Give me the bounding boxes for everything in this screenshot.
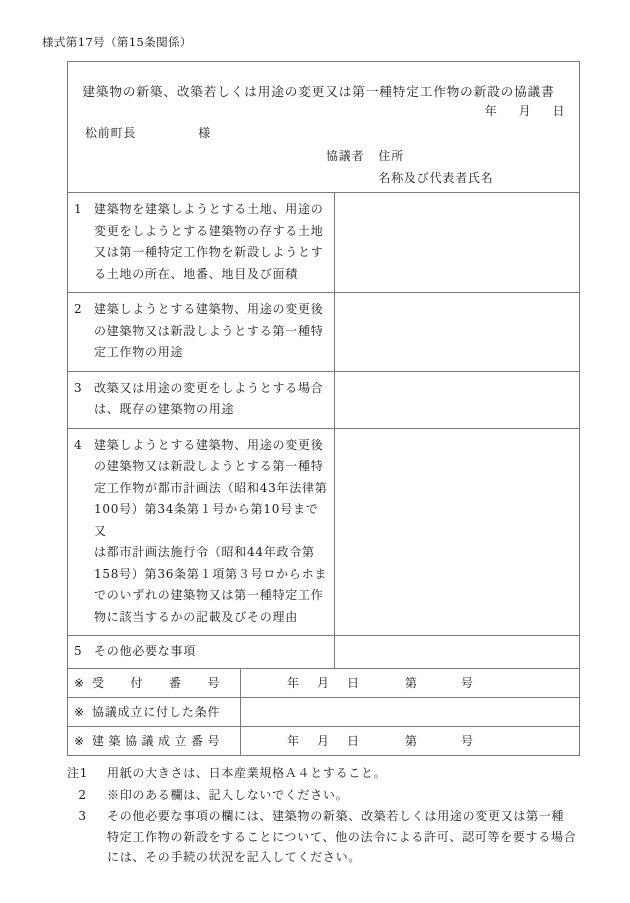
row-2-text	[94, 299, 330, 364]
official-row-3-input-cell[interactable]	[241, 727, 579, 755]
row-5-input-cell[interactable]	[335, 636, 579, 668]
row-3-text	[94, 378, 330, 421]
row-4-line-2: の建築物又は新設しようとする第一種特	[94, 459, 324, 473]
row-3-index: 3	[74, 380, 82, 395]
note-item	[67, 806, 587, 868]
row-1-input-cell[interactable]	[335, 193, 579, 292]
table-row	[68, 698, 579, 727]
receipt-month-label: 月	[317, 675, 330, 690]
row-4-line-4: 100号）第34条第１号から第10号まで又	[94, 502, 319, 538]
row-2-line-2: の建築物又は新設しようとする第一種特	[94, 323, 324, 338]
notes-heading: 注	[67, 766, 80, 780]
row-3-line-1: 改築又は用途の変更をしようとする場合	[94, 380, 324, 395]
note-item	[67, 763, 587, 784]
row-4-label-cell	[68, 429, 335, 636]
agreement-day-label: 日	[347, 733, 360, 748]
note-3-body	[107, 806, 587, 868]
date-year-label: 年	[484, 104, 498, 118]
note-3-line-3: には、その手続の状況を記入してください。	[107, 850, 362, 864]
applicant-block	[326, 147, 494, 186]
note-1-marker	[67, 763, 107, 784]
form-number-label: 様式第17号（第15条関係）	[42, 35, 192, 49]
row-1-line-4: る土地の所在、地番、地目及び面積	[94, 266, 299, 281]
receipt-number-fields	[241, 673, 579, 693]
form-outer-box	[67, 61, 580, 756]
row-5-label-cell	[68, 636, 335, 668]
official-row-3-label: 建築協議成立番号	[92, 733, 220, 748]
receipt-year-label: 年	[287, 675, 300, 690]
notes-section	[67, 763, 587, 869]
row-4-line-1: 建築しようとする建築物、用途の変更後	[94, 437, 324, 452]
row-4-line-6: 158号）第36条第１項第３号ロからホま	[94, 566, 328, 581]
addressee-honorific: 様	[198, 126, 212, 140]
official-mark-icon: ※	[74, 704, 85, 719]
row-1-line-1: 建築物を建築しようとする土地、用途の	[94, 202, 324, 216]
official-row-1-label: 受付番号	[92, 675, 220, 690]
receipt-gou-label: 号	[461, 675, 474, 690]
note-item	[67, 785, 587, 806]
receipt-day-label: 日	[347, 675, 360, 690]
row-1-text	[94, 199, 330, 285]
agreement-number-fields	[241, 731, 579, 751]
note-1-line-1: 用紙の大きさは、日本産業規格Ａ４とすること。	[107, 766, 387, 780]
table-row	[68, 193, 579, 293]
row-2-label-cell	[68, 293, 335, 371]
document-title: 建築物の新築、改築若しくは用途の変更又は第一種特定工作物の新設の協議書	[82, 84, 555, 99]
row-4-line-3: 定工作物が都市計画法（昭和43年法律第	[94, 480, 328, 495]
table-row	[68, 429, 579, 637]
applicant-label: 協議者	[326, 149, 365, 163]
official-row-1-input-cell[interactable]	[241, 669, 579, 697]
submission-date-line	[485, 102, 565, 119]
applicant-address-field: 住所	[378, 149, 405, 163]
row-1-label-cell	[68, 193, 335, 292]
table-row	[68, 293, 579, 372]
note-2-line-1: ※印のある欄は、記入しないでください。	[107, 787, 349, 802]
row-1-index: 1	[74, 202, 82, 216]
agreement-gou-label: 号	[461, 733, 474, 748]
row-3-label-cell	[68, 372, 335, 428]
agreement-month-label: 月	[317, 733, 330, 748]
table-row	[68, 727, 579, 755]
note-3-number: 3	[78, 809, 87, 823]
row-2-line-1: 建築しようとする建築物、用途の変更後	[94, 302, 324, 316]
applicant-name-field: 名称及び代表者氏名	[378, 171, 494, 185]
row-4-line-5: は都市計画法施行令（昭和44年政令第	[94, 545, 315, 559]
conditions-blank-field	[241, 702, 579, 722]
official-row-2-input-cell[interactable]	[241, 698, 579, 726]
row-2-input-cell[interactable]	[335, 293, 579, 371]
row-4-text	[94, 435, 330, 629]
receipt-dai-label: 第	[405, 675, 418, 690]
official-mark-icon: ※	[74, 733, 85, 748]
agreement-dai-label: 第	[405, 733, 418, 748]
note-1-body	[107, 763, 587, 784]
official-row-1-label-cell	[68, 669, 241, 697]
official-mark-icon: ※	[74, 675, 85, 690]
form-header-section	[68, 62, 579, 193]
row-4-input-cell[interactable]	[335, 429, 579, 636]
note-1-number: 1	[79, 766, 89, 780]
official-row-2-label: 協議成立に付した条件	[92, 704, 220, 719]
official-row-3-label-cell	[68, 727, 241, 755]
row-2-index: 2	[74, 302, 82, 316]
row-3-input-cell[interactable]	[335, 372, 579, 428]
row-2-line-3: 定工作物の用途	[94, 345, 184, 359]
note-3-line-2: 特定工作物の新設をすることについて、他の法令による許可、認可等を要する場合	[107, 829, 577, 844]
date-month-label: 月	[518, 104, 532, 118]
official-row-2-label-cell	[68, 698, 241, 726]
addressee-line	[85, 124, 211, 141]
agreement-year-label: 年	[287, 733, 300, 748]
row-5-text	[94, 641, 330, 663]
row-5-index: 5	[74, 644, 82, 658]
table-row	[68, 636, 579, 669]
row-4-line-8: 物に該当するかの記載及びその理由	[94, 609, 299, 624]
row-4-index: 4	[74, 437, 82, 452]
note-2-number: 2	[78, 787, 87, 802]
note-3-line-1: その他必要な事項の欄には、建築物の新築、改築若しくは用途の変更又は第一種	[107, 809, 565, 823]
row-5-line-1: その他必要な事項	[94, 644, 197, 658]
row-1-line-2: 変更をしようとする建築物の存する土地	[94, 223, 324, 238]
table-row	[68, 372, 579, 429]
row-1-line-3: 又は第一種特定工作物を新設しようとす	[94, 245, 324, 259]
row-4-line-7: でのいずれの建築物又は第一種特定工作	[94, 588, 324, 602]
table-row	[68, 669, 579, 698]
note-2-body	[107, 785, 587, 806]
date-day-label: 日	[552, 104, 565, 118]
row-3-line-2: は、既存の建築物の用途	[94, 402, 235, 416]
addressee-name: 松前町長	[85, 126, 137, 140]
